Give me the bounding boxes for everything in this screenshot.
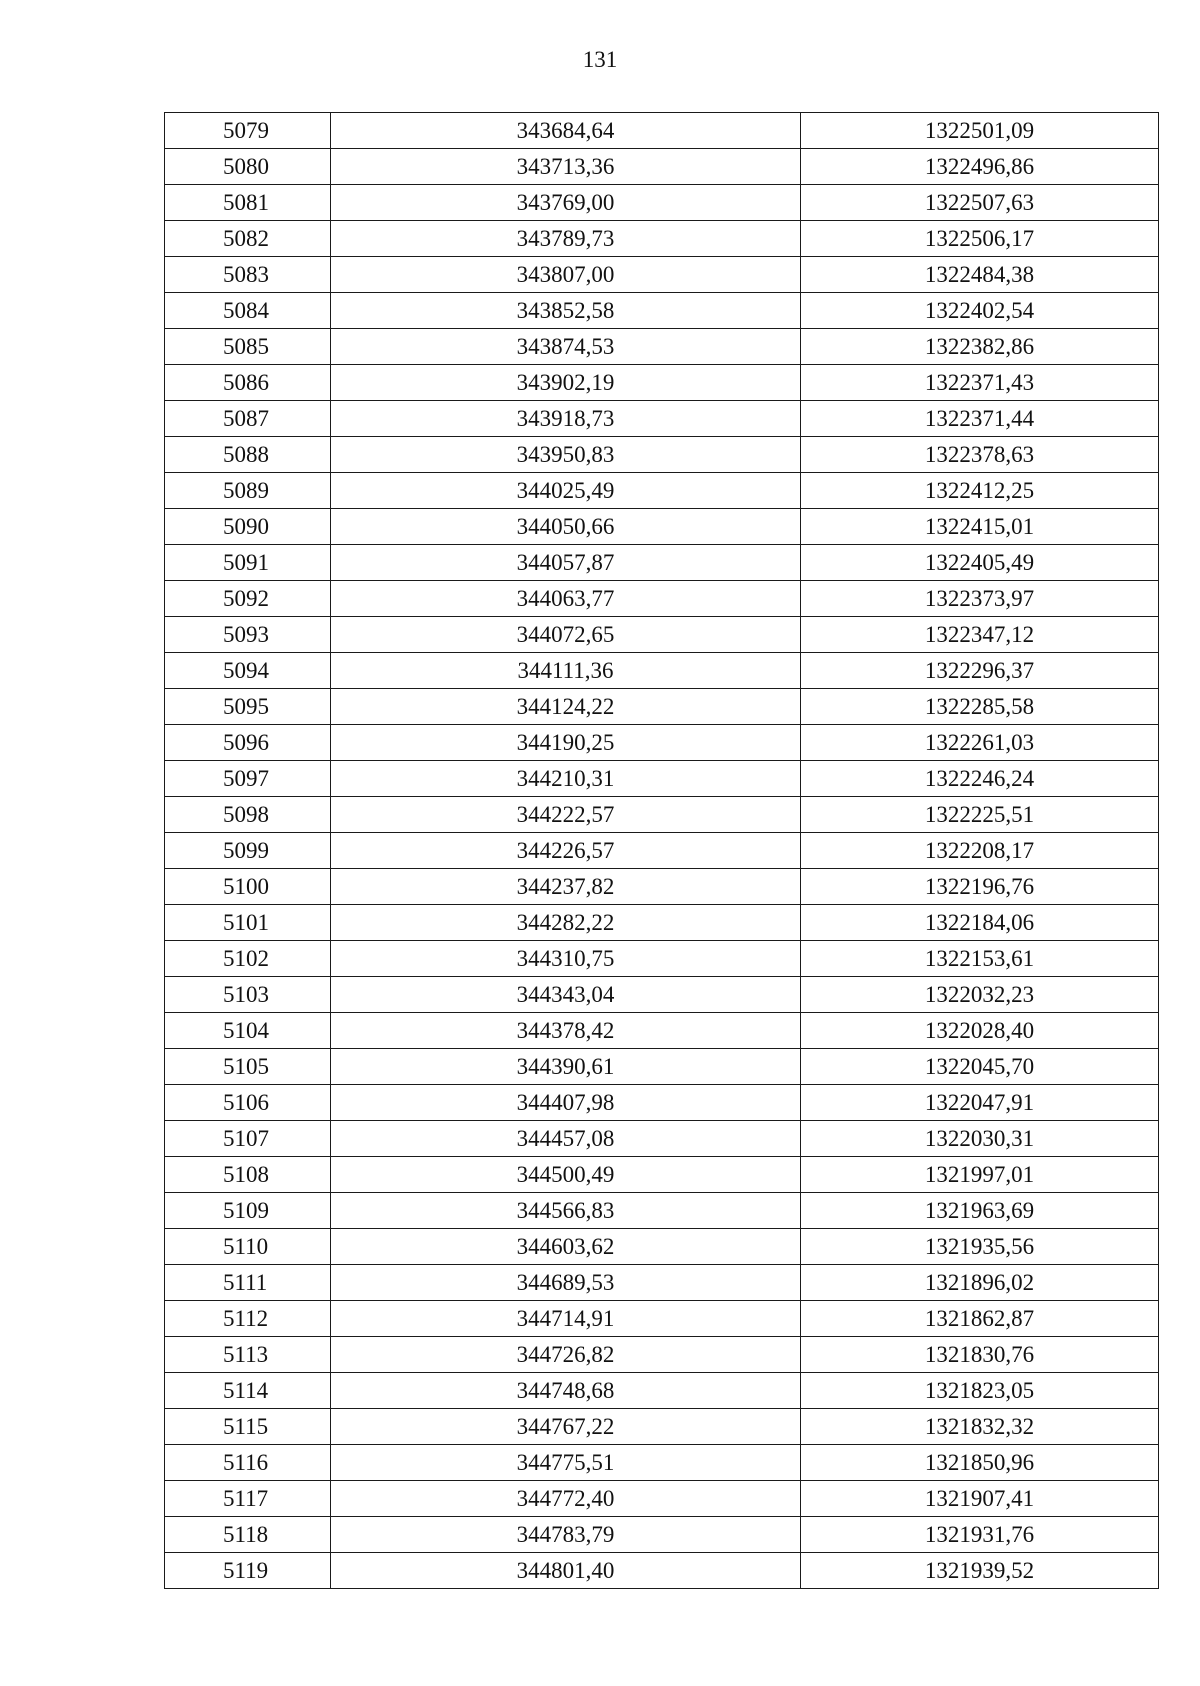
table-row [165, 833, 1159, 869]
table-row [165, 1193, 1159, 1229]
y-coordinate-cell: 1321850,96 [801, 1445, 1159, 1481]
point-number-cell: 5108 [165, 1157, 331, 1193]
x-coordinate-cell: 343807,00 [331, 257, 801, 293]
table-row [165, 1517, 1159, 1553]
y-coordinate-cell: 1322501,09 [801, 113, 1159, 149]
y-coordinate-cell: 1322378,63 [801, 437, 1159, 473]
x-coordinate-cell: 344689,53 [331, 1265, 801, 1301]
table-row [165, 437, 1159, 473]
x-coordinate-cell: 344063,77 [331, 581, 801, 617]
y-coordinate-cell: 1322371,44 [801, 401, 1159, 437]
table-row [165, 653, 1159, 689]
point-number-cell: 5118 [165, 1517, 331, 1553]
point-number-cell: 5109 [165, 1193, 331, 1229]
y-coordinate-cell: 1322285,58 [801, 689, 1159, 725]
y-coordinate-cell: 1322496,86 [801, 149, 1159, 185]
x-coordinate-cell: 344237,82 [331, 869, 801, 905]
x-coordinate-cell: 344603,62 [331, 1229, 801, 1265]
point-number-cell: 5085 [165, 329, 331, 365]
point-number-cell: 5091 [165, 545, 331, 581]
point-number-cell: 5094 [165, 653, 331, 689]
y-coordinate-cell: 1322208,17 [801, 833, 1159, 869]
table-row [165, 1337, 1159, 1373]
point-number-cell: 5082 [165, 221, 331, 257]
x-coordinate-cell: 344210,31 [331, 761, 801, 797]
x-coordinate-cell: 344500,49 [331, 1157, 801, 1193]
point-number-cell: 5080 [165, 149, 331, 185]
y-coordinate-cell: 1321939,52 [801, 1553, 1159, 1589]
point-number-cell: 5114 [165, 1373, 331, 1409]
x-coordinate-cell: 343684,64 [331, 113, 801, 149]
x-coordinate-cell: 344726,82 [331, 1337, 801, 1373]
point-number-cell: 5110 [165, 1229, 331, 1265]
table-row [165, 545, 1159, 581]
table-row [165, 221, 1159, 257]
table-row [165, 401, 1159, 437]
point-number-cell: 5116 [165, 1445, 331, 1481]
point-number-cell: 5095 [165, 689, 331, 725]
point-number-cell: 5097 [165, 761, 331, 797]
y-coordinate-cell: 1322032,23 [801, 977, 1159, 1013]
point-number-cell: 5099 [165, 833, 331, 869]
table-row [165, 761, 1159, 797]
coordinates-table-body [165, 113, 1159, 1589]
x-coordinate-cell: 344378,42 [331, 1013, 801, 1049]
y-coordinate-cell: 1322225,51 [801, 797, 1159, 833]
table-row [165, 1373, 1159, 1409]
point-number-cell: 5102 [165, 941, 331, 977]
x-coordinate-cell: 344390,61 [331, 1049, 801, 1085]
table-row [165, 797, 1159, 833]
y-coordinate-cell: 1322296,37 [801, 653, 1159, 689]
y-coordinate-cell: 1322402,54 [801, 293, 1159, 329]
y-coordinate-cell: 1322153,61 [801, 941, 1159, 977]
point-number-cell: 5117 [165, 1481, 331, 1517]
x-coordinate-cell: 344566,83 [331, 1193, 801, 1229]
table-row [165, 329, 1159, 365]
x-coordinate-cell: 344714,91 [331, 1301, 801, 1337]
point-number-cell: 5087 [165, 401, 331, 437]
y-coordinate-cell: 1322045,70 [801, 1049, 1159, 1085]
y-coordinate-cell: 1322484,38 [801, 257, 1159, 293]
y-coordinate-cell: 1321963,69 [801, 1193, 1159, 1229]
point-number-cell: 5113 [165, 1337, 331, 1373]
coordinates-table [164, 112, 1159, 1589]
x-coordinate-cell: 344226,57 [331, 833, 801, 869]
y-coordinate-cell: 1322047,91 [801, 1085, 1159, 1121]
y-coordinate-cell: 1322405,49 [801, 545, 1159, 581]
x-coordinate-cell: 344772,40 [331, 1481, 801, 1517]
point-number-cell: 5103 [165, 977, 331, 1013]
y-coordinate-cell: 1322371,43 [801, 365, 1159, 401]
y-coordinate-cell: 1321931,76 [801, 1517, 1159, 1553]
y-coordinate-cell: 1322196,76 [801, 869, 1159, 905]
point-number-cell: 5090 [165, 509, 331, 545]
point-number-cell: 5112 [165, 1301, 331, 1337]
table-row [165, 149, 1159, 185]
point-number-cell: 5084 [165, 293, 331, 329]
x-coordinate-cell: 344775,51 [331, 1445, 801, 1481]
point-number-cell: 5081 [165, 185, 331, 221]
point-number-cell: 5089 [165, 473, 331, 509]
y-coordinate-cell: 1321907,41 [801, 1481, 1159, 1517]
y-coordinate-cell: 1322184,06 [801, 905, 1159, 941]
x-coordinate-cell: 344343,04 [331, 977, 801, 1013]
y-coordinate-cell: 1322347,12 [801, 617, 1159, 653]
x-coordinate-cell: 344222,57 [331, 797, 801, 833]
x-coordinate-cell: 343874,53 [331, 329, 801, 365]
table-row [165, 689, 1159, 725]
table-row [165, 581, 1159, 617]
table-row [165, 1481, 1159, 1517]
x-coordinate-cell: 343769,00 [331, 185, 801, 221]
x-coordinate-cell: 344111,36 [331, 653, 801, 689]
table-row [165, 1085, 1159, 1121]
table-row [165, 1013, 1159, 1049]
x-coordinate-cell: 344407,98 [331, 1085, 801, 1121]
x-coordinate-cell: 344190,25 [331, 725, 801, 761]
point-number-cell: 5101 [165, 905, 331, 941]
point-number-cell: 5106 [165, 1085, 331, 1121]
y-coordinate-cell: 1322415,01 [801, 509, 1159, 545]
x-coordinate-cell: 344748,68 [331, 1373, 801, 1409]
x-coordinate-cell: 344025,49 [331, 473, 801, 509]
y-coordinate-cell: 1321896,02 [801, 1265, 1159, 1301]
table-row [165, 257, 1159, 293]
y-coordinate-cell: 1322507,63 [801, 185, 1159, 221]
x-coordinate-cell: 343852,58 [331, 293, 801, 329]
table-row [165, 1157, 1159, 1193]
y-coordinate-cell: 1322506,17 [801, 221, 1159, 257]
table-row [165, 977, 1159, 1013]
table-row [165, 1121, 1159, 1157]
table-row [165, 365, 1159, 401]
table-row [165, 473, 1159, 509]
table-row [165, 1049, 1159, 1085]
y-coordinate-cell: 1322030,31 [801, 1121, 1159, 1157]
y-coordinate-cell: 1322028,40 [801, 1013, 1159, 1049]
point-number-cell: 5088 [165, 437, 331, 473]
point-number-cell: 5104 [165, 1013, 331, 1049]
table-row [165, 725, 1159, 761]
y-coordinate-cell: 1322412,25 [801, 473, 1159, 509]
y-coordinate-cell: 1322373,97 [801, 581, 1159, 617]
point-number-cell: 5093 [165, 617, 331, 653]
x-coordinate-cell: 343950,83 [331, 437, 801, 473]
table-row [165, 905, 1159, 941]
y-coordinate-cell: 1321830,76 [801, 1337, 1159, 1373]
x-coordinate-cell: 344783,79 [331, 1517, 801, 1553]
point-number-cell: 5119 [165, 1553, 331, 1589]
point-number-cell: 5079 [165, 113, 331, 149]
x-coordinate-cell: 343713,36 [331, 149, 801, 185]
table-row [165, 1229, 1159, 1265]
x-coordinate-cell: 343902,19 [331, 365, 801, 401]
x-coordinate-cell: 344457,08 [331, 1121, 801, 1157]
x-coordinate-cell: 344282,22 [331, 905, 801, 941]
table-row [165, 1409, 1159, 1445]
table-row [165, 113, 1159, 149]
point-number-cell: 5107 [165, 1121, 331, 1157]
x-coordinate-cell: 344767,22 [331, 1409, 801, 1445]
point-number-cell: 5105 [165, 1049, 331, 1085]
point-number-cell: 5096 [165, 725, 331, 761]
point-number-cell: 5098 [165, 797, 331, 833]
table-row [165, 617, 1159, 653]
table-row [165, 1445, 1159, 1481]
y-coordinate-cell: 1321823,05 [801, 1373, 1159, 1409]
table-row [165, 1301, 1159, 1337]
table-row [165, 1553, 1159, 1589]
table-row [165, 1265, 1159, 1301]
point-number-cell: 5100 [165, 869, 331, 905]
y-coordinate-cell: 1321832,32 [801, 1409, 1159, 1445]
table-row [165, 941, 1159, 977]
y-coordinate-cell: 1322261,03 [801, 725, 1159, 761]
x-coordinate-cell: 343789,73 [331, 221, 801, 257]
y-coordinate-cell: 1321862,87 [801, 1301, 1159, 1337]
y-coordinate-cell: 1322246,24 [801, 761, 1159, 797]
x-coordinate-cell: 343918,73 [331, 401, 801, 437]
table-row [165, 293, 1159, 329]
x-coordinate-cell: 344072,65 [331, 617, 801, 653]
table-row [165, 509, 1159, 545]
y-coordinate-cell: 1322382,86 [801, 329, 1159, 365]
x-coordinate-cell: 344050,66 [331, 509, 801, 545]
x-coordinate-cell: 344310,75 [331, 941, 801, 977]
point-number-cell: 5086 [165, 365, 331, 401]
point-number-cell: 5092 [165, 581, 331, 617]
x-coordinate-cell: 344057,87 [331, 545, 801, 581]
y-coordinate-cell: 1321997,01 [801, 1157, 1159, 1193]
point-number-cell: 5083 [165, 257, 331, 293]
page-number: 131 [582, 47, 618, 72]
y-coordinate-cell: 1321935,56 [801, 1229, 1159, 1265]
table-row [165, 185, 1159, 221]
table-row [165, 869, 1159, 905]
point-number-cell: 5115 [165, 1409, 331, 1445]
x-coordinate-cell: 344124,22 [331, 689, 801, 725]
x-coordinate-cell: 344801,40 [331, 1553, 801, 1589]
point-number-cell: 5111 [165, 1265, 331, 1301]
